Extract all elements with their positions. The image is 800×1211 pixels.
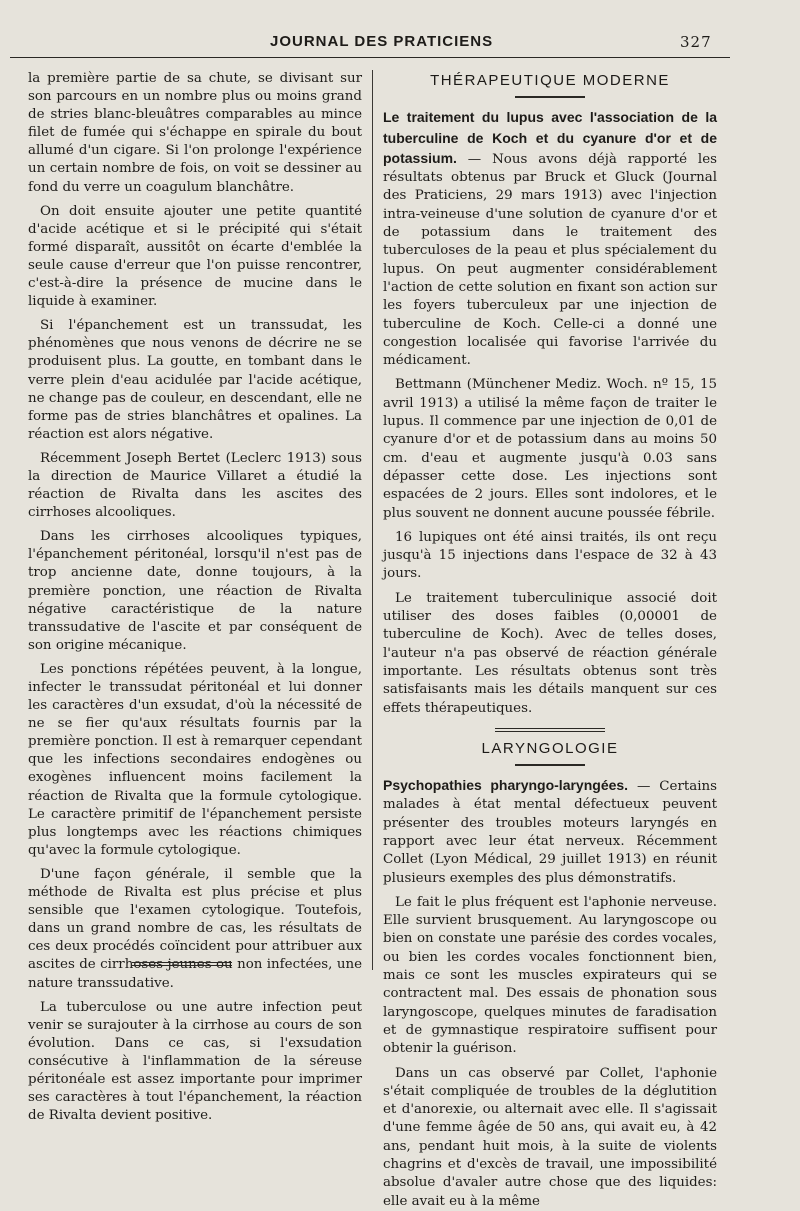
section-rule xyxy=(515,96,585,98)
section-separator xyxy=(495,728,605,732)
page-number: 327 xyxy=(680,33,712,51)
right-column xyxy=(383,70,717,1211)
section-rule xyxy=(515,764,585,766)
article-paragraph: Bettmann (Münchener Mediz. Woch. nº 15, 15 avril 1913) a utilisé la même façon de traiter le lupus. Il commence par une injection de 0,01 de cyanure d'or et de potassium dans au moins 50 cm. d'eau et augmente jusqu'à 0.03 sans dépasser cette dose. Les injections sont espacées de 2 jours. Elles sont indolores, et le plus souvent ne donnent aucune poussée fébrile. xyxy=(383,377,717,521)
left-paragraph: D'une façon générale, il semble que la méthode de Rivalta est plus précise et plus sensible que l'examen cytologique. Toutefois, dans un grand nombre de cas, les résultats de ces deux procédés coïncident pour attribuer aux ascites de cirrhoses jeunes ou non infectées, une nature transsudative. xyxy=(28,866,362,991)
left-paragraph: Les ponctions répétées peuvent, à la longue, infecter le transsudat péritonéal et lui donner les caractères d'un exsudat, d'où la nécessité de ne se fier qu'aux résultats fournis par la première ponction. Il est à remarquer cependant que les infections secondaires endogènes ou exogènes influencent moins facilement la réaction de Rivalta que la formule cytologique. Le caractère primitif de l'épanchement persiste plus longtemps avec les réactions chimiques qu'avec la formule cytologique. xyxy=(28,661,362,858)
left-column xyxy=(28,70,362,1125)
article-paragraph: Le fait le plus fréquent est l'aphonie nerveuse. Elle survient brusquement. Au laryngoscope ou bien on constate une parésie des cordes vocales, ou bien les cordes vocales fonctionnent bien, mais ce sont les muscles expirateurs qui se contractent mal. Des essais de phonation sous laryngoscope, quelques minutes de faradisation et de gymnastique respiratoire suffisent pour obtenir la guérison. xyxy=(383,894,717,1057)
article-title-lupus: Le traitement du lupus avec l'association de la tuberculine de Koch et du cyanure d'or et de potassium. xyxy=(383,109,717,166)
article-text: — Certains malades à état mental défectueux peuvent présenter des troubles moteurs laryngés en rapport avec leur état nerveux. Récemment Collet (Lyon Médical, 29 juillet 1913) en réunit plusieurs exemples des plus démonstratifs. xyxy=(383,779,717,886)
article-paragraph: Dans un cas observé par Collet, l'aphonie s'était compliquée de troubles de la déglutition et d'anorexie, ou alternait avec elle. Il s'agissait d'une femme âgée de 50 ans, qui avait eu, à 42 ans, pendant huit mois, à la suite de violents chagrins et d'excès de travail, une impossibilité absolue d'avaler autre chose que des liquides: elle avait eu à la même xyxy=(383,1065,717,1209)
left-paragraph: On doit ensuite ajouter une petite quantité d'acide acétique et si le précipité qui s'était formé disparaît, aussitôt on écarte d'emblée la seule cause d'erreur que l'on puisse rencontrer, c'est-à-dire la présence de mucine dans le liquide à examiner. xyxy=(28,203,362,310)
article-paragraph: 16 lupiques ont été ainsi traités, ils ont reçu jusqu'à 15 injections dans l'espace de 32 à 43 jours. xyxy=(383,529,717,582)
left-end-rule xyxy=(132,962,232,966)
journal-title: JOURNAL DES PRATICIENS xyxy=(270,33,494,50)
left-paragraph: Dans les cirrhoses alcooliques typiques, l'épanchement péritonéal, lorsqu'il n'est pas de trop ancienne date, donne toujours, à la première ponction, une réaction de Rivalta négative caractéristique de la nature transsudative de l'ascite et par conséquent de son origine mécanique. xyxy=(28,529,362,653)
article-paragraph xyxy=(383,776,717,888)
article-paragraph xyxy=(383,108,717,370)
article-text: — Nous avons déjà rapporté les résultats obtenus par Bruck et Gluck (Journal des Praticiens, 29 mars 1913) avec l'injection intra-veineuse d'une solution de cyanure d'or et de potassium dans le traitement des tuberculoses de la peau et plus spécialement du lupus. On peut augmenter considérablement l'action de cette solution en fixant son action sur les foyers tuberculeux par une injection de tuberculine de Koch. Celle-ci a donné une congestion localisée qui favorise l'arrivée du médicament. xyxy=(383,151,717,369)
left-paragraph: Récemment Joseph Bertet (Leclerc 1913) sous la direction de Maurice Villaret a étudié la réaction de Rivalta dans les ascites des cirrhoses alcooliques. xyxy=(28,450,362,521)
left-paragraph: Si l'épanchement est un transsudat, les phénomènes que nous venons de décrire ne se produisent plus. La goutte, en tombant dans le verre plein d'eau acidulée par l'acide acétique, ne change pas de couleur, en descendant, elle ne forme pas de stries blanchâtres et opalines. La réaction est alors négative. xyxy=(28,318,362,442)
article-paragraph: Le traitement tuberculinique associé doit utiliser des doses faibles (0,00001 de tuberculine de Koch). Avec de telles doses, l'auteur n'a pas observé de réaction générale importante. Les résultats obtenus sont très satisfaisants mais les détails manquent sur ces effets thérapeutiques. xyxy=(383,590,717,716)
left-paragraph: La tuberculose ou une autre infection peut venir se surajouter à la cirrhose au cours de son évolution. Dans ce cas, si l'exsudation consécutive à l'inflammation de la séreuse péritonéale est assez importante pour imprimer ses caractères à tout l'épanchement, la réaction de Rivalta devient positive. xyxy=(28,999,362,1124)
section-title-therapeutique: THÉRAPEUTIQUE MODERNE xyxy=(430,72,670,89)
left-paragraph: la première partie de sa chute, se divisant sur son parcours en un nombre plus ou moins grand de stries blanc-bleuâtres comparables au mince filet de fumée qui s'échappe en spirale du bout allumé d'un cigare. Si l'on prolonge l'expérience un certain nombre de fois, on voit se dessiner au fond du verre un coagulum blanchâtre. xyxy=(28,71,362,195)
article-title-psychopathies: Psychopathies pharyngo-laryngées. xyxy=(383,777,629,794)
header-rule xyxy=(10,57,730,58)
column-divider xyxy=(372,70,373,970)
section-title-laryngologie: LARYNGOLOGIE xyxy=(481,739,619,757)
